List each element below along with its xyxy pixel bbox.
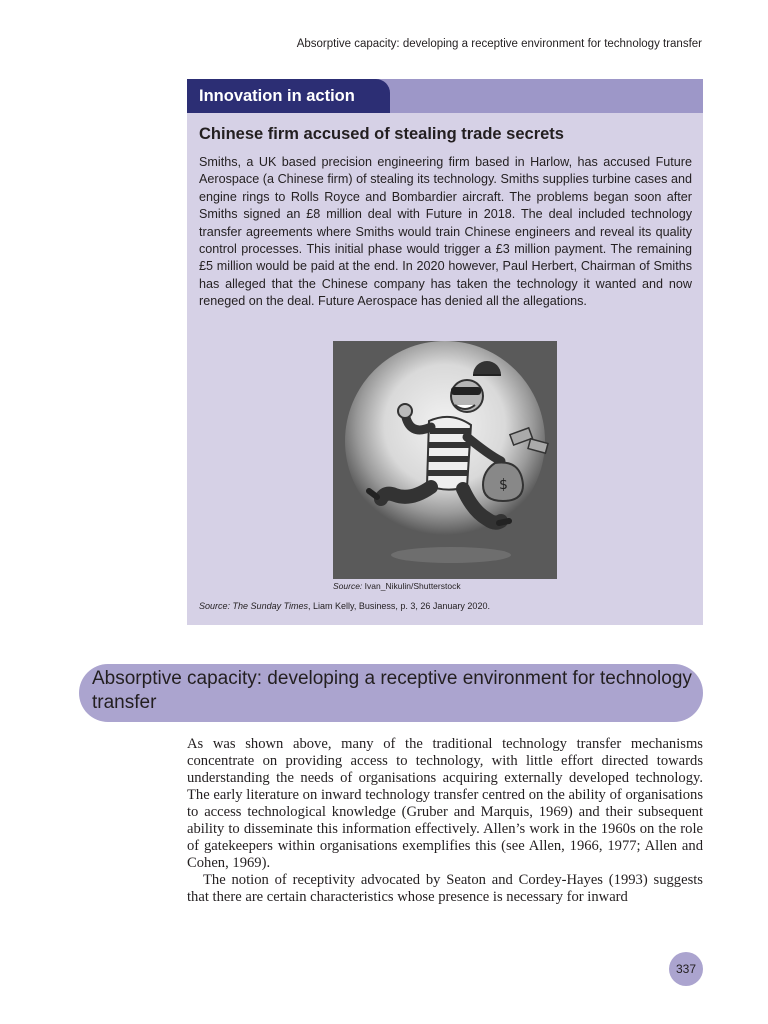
section-heading-banner	[79, 664, 703, 722]
thief-illustration	[333, 341, 557, 579]
svg-text:$: $	[499, 477, 508, 493]
box-body-text: Smiths, a UK based precision engineering firm based in Harlow, has accused Future Aerospace (a Chinese firm) of stealing its technology. Smiths supplies turbine cases and engine rings to Rolls Royce and Bombardier aircraft. The problems began soon after Smiths signed an £8 million deal with Future in 2018. The deal included technology transfer agreements where Smiths would train Chinese engineers and reveal its quality control processes. This initial phase would trigger a £3 million payment. The remaining £5 million would be paid at the end. In 2020 however, Paul Herbert, Chairman of Smiths has alleged that the Chinese company has taken the technology it wanted and now reneged on the deal. Future Aerospace has denied all the allegations.	[199, 155, 692, 309]
section-title: Absorptive capacity: developing a receptive environment for technology transfer	[92, 668, 692, 713]
page-number: 337	[669, 952, 703, 986]
box-tab-label: Innovation in action	[187, 79, 390, 113]
box-title: Chinese firm accused of stealing trade secrets	[199, 125, 564, 143]
running-head: Absorptive capacity: developing a receptive environment for technology transfer	[296, 38, 702, 50]
image-credit: Source: Ivan_Nikulin/Shutterstock	[333, 581, 461, 591]
paragraph: The notion of receptivity advocated by Seaton and Cordey-Hayes (1993) suggests that there are certain characteristics whose presence is necessary for inward	[187, 872, 703, 905]
body-text	[187, 736, 703, 906]
innovation-in-action-box	[187, 79, 703, 625]
thief-illustration-graphic	[333, 341, 557, 579]
paragraph: As was shown above, many of the traditional technology transfer mechanisms concentrate on providing access to technology, with little effort directed towards understanding the needs of organisations acquiring externally developed technology. The early literature on inward technology transfer centred on the ability of organisations to access technological knowledge (Gruber and Marquis, 1969) and their subsequent ability to disseminate this information effectively. Allen’s work in the 1960s on the role of gatekeepers within organisations exemplifies this (see Allen, 1966, 1977; Allen and Cohen, 1969).	[187, 736, 703, 871]
box-source-citation: Source: The Sunday Times, Liam Kelly, Business, p. 3, 26 January 2020.	[199, 601, 490, 611]
